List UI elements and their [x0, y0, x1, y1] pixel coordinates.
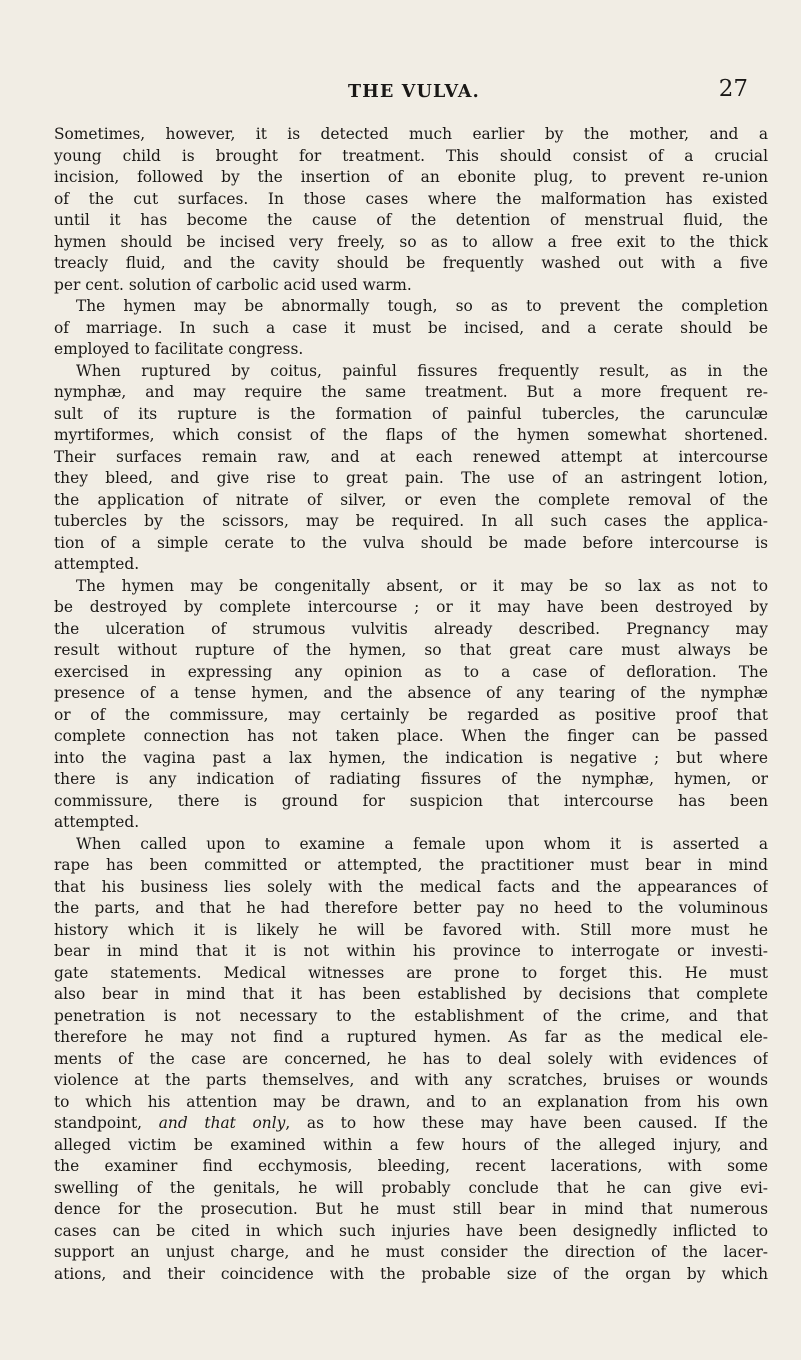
text-line: there is any indication of radiating fissures of the nymphæ, hymen, or	[54, 770, 768, 788]
text-line: nymphæ, and may require the same treatment. But a more frequent re-	[54, 383, 768, 401]
text-line: bear in mind that it is not within his province to interrogate or investi-	[54, 942, 768, 960]
text-line: dence for the prosecution. But he must still bear in mind that numerous	[54, 1200, 768, 1218]
text-line: Their surfaces remain raw, and at each renewed attempt at intercourse	[54, 447, 768, 466]
text-line: the ulceration of strumous vulvitis already described. Pregnancy may	[54, 619, 768, 638]
text-line: The hymen may be abnormally tough, so as to prevent the completion	[76, 297, 768, 315]
text-line: support an unjust charge, and he must consider the direction of the lacer-	[54, 1243, 768, 1261]
running-head: THE VULVA.	[348, 82, 480, 102]
text-line: that his business lies solely with the medical facts and the appearances of	[54, 877, 768, 896]
text-line: ations, and their coincidence with the probable size of the organ by which	[54, 1264, 768, 1283]
body-text	[54, 124, 768, 1285]
text-line: cases can be cited in which such injuries have been designedly inflicted to	[54, 1221, 768, 1240]
text-line: presence of a tense hymen, and the absence of any tearing of the nymphæ	[54, 684, 768, 702]
text-line: The hymen may be congenitally absent, or it may be so lax as not to	[76, 576, 768, 595]
text-line: attempted.	[54, 555, 140, 573]
page-number: 27	[718, 76, 748, 102]
text-line: into the vagina past a lax hymen, the indication is negative ; but where	[54, 748, 768, 767]
text-line: penetration is not necessary to the establishment of the crime, and that	[54, 1006, 768, 1025]
text-line: treacly fluid, and the cavity should be frequently washed out with a five	[54, 254, 768, 272]
text-line: When called upon to examine a female upon whom it is asserted a	[76, 834, 768, 853]
text-line: or of the commissure, may certainly be regarded as positive proof that	[54, 705, 768, 724]
text-line: of the cut surfaces. In those cases where the malformation has existed	[54, 189, 768, 208]
text-line: commissure, there is ground for suspicion that intercourse has been	[54, 791, 768, 810]
text-line: tubercles by the scissors, may be required. In all such cases the applica-	[54, 512, 768, 530]
text-line: the parts, and that he had therefore better pay no heed to the voluminous	[54, 899, 768, 917]
text-line: Sometimes, however, it is detected much earlier by the mother, and a	[54, 125, 768, 143]
text-line: of marriage. In such a case it must be incised, and a cerate should be	[54, 318, 768, 337]
text-line: swelling of the genitals, he will probably conclude that he can give evi-	[54, 1178, 768, 1197]
text-line: the examiner find ecchymosis, bleeding, recent lacerations, with some	[54, 1157, 768, 1175]
text-line: young child is brought for treatment. This should consist of a crucial	[54, 146, 768, 165]
text-line: ments of the case are concerned, he has to deal solely with evidences of	[54, 1049, 768, 1068]
text-line: rape has been committed or attempted, the practitioner must bear in mind	[54, 856, 768, 874]
text-line: the application of nitrate of silver, or even the complete removal of the	[54, 490, 768, 509]
text-line: incision, followed by the insertion of an ebonite plug, to prevent re-union	[54, 168, 768, 186]
text-line: result without rupture of the hymen, so that great care must always be	[54, 641, 768, 659]
text-line: violence at the parts themselves, and with any scratches, bruises or wounds	[54, 1071, 768, 1089]
text-line: exercised in expressing any opinion as to a case of defloration. The	[54, 662, 768, 681]
text-line: sult of its rupture is the formation of painful tubercles, the carunculæ	[54, 404, 768, 423]
text-line: attempted.	[54, 813, 140, 831]
page-header	[54, 76, 774, 106]
text-line: gate statements. Medical witnesses are prone to forget this. He must	[54, 963, 768, 982]
text-line: complete connection has not taken place. When the finger can be passed	[54, 727, 768, 745]
text-line: myrtiformes, which consist of the flaps of the hymen somewhat shortened.	[54, 426, 768, 444]
text-line: per cent. solution of carbolic acid used warm.	[54, 275, 412, 294]
text-line: history which it is likely he will be favored with. Still more must he	[54, 920, 768, 939]
text-line: therefore he may not find a ruptured hymen. As far as the medical ele-	[54, 1028, 768, 1046]
text-line: standpoint, and that only, as to how these may have been caused. If the	[54, 1114, 768, 1132]
text-line: tion of a simple cerate to the vulva should be made before intercourse is	[54, 533, 768, 552]
text-line: hymen should be incised very freely, so as to allow a free exit to the thick	[54, 232, 768, 251]
text-line: be destroyed by complete intercourse ; or it may have been destroyed by	[54, 598, 768, 616]
text-line: When ruptured by coitus, painful fissures frequently result, as in the	[76, 361, 768, 380]
text-line: alleged victim be examined within a few hours of the alleged injury, and	[54, 1135, 768, 1154]
text-line: employed to facilitate congress.	[54, 340, 304, 358]
text-line: also bear in mind that it has been established by decisions that complete	[54, 985, 768, 1003]
text-line: they bleed, and give rise to great pain. The use of an astringent lotion,	[54, 469, 768, 487]
text-line: to which his attention may be drawn, and to an explanation from his own	[54, 1092, 768, 1111]
text-line: until it has become the cause of the detention of menstrual fluid, the	[54, 211, 768, 229]
